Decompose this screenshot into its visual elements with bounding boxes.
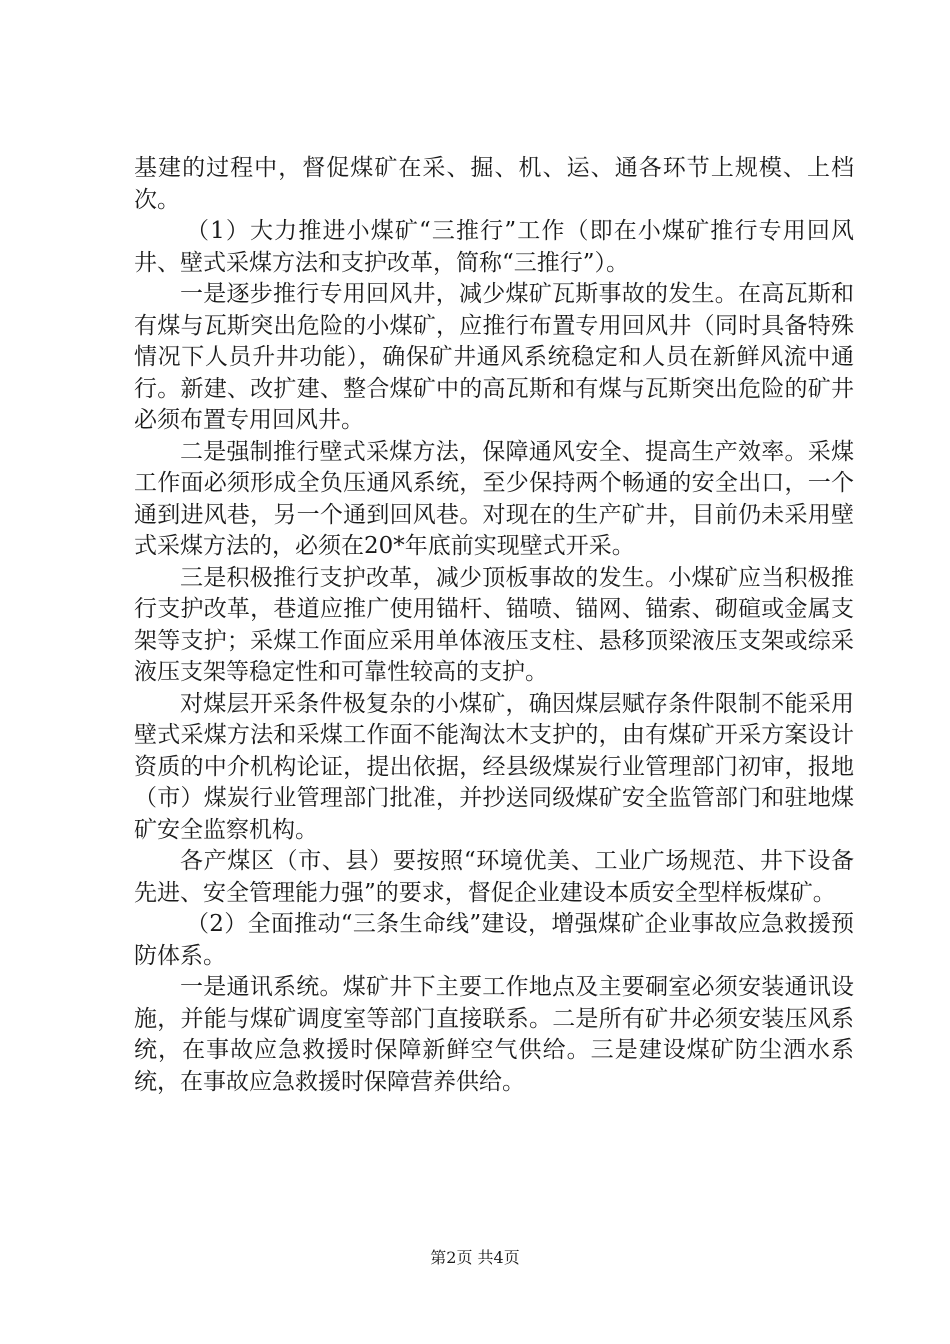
paragraph-section-1-heading: （1）大力推进小煤矿“三推行”工作（即在小煤矿推行专用回风井、壁式采煤方法和支护改革，简称“三推行”）。 — [134, 218, 854, 276]
paragraph-lifelines: 一是通讯系统。煤矿井下主要工作地点及主要硐室必须安装通讯设施，并能与煤矿调度室等部门直接联系。二是所有矿井必须安装压风系统，在事故应急救援时保障新鲜空气供给。三是建设煤矿防尘洒水系统，在事故应急救援时保障营养供给。 — [134, 974, 854, 1095]
paragraph-section-2-heading: （2）全面推动“三条生命线”建设，增强煤矿企业事故应急救援预防体系。 — [134, 911, 854, 969]
page-footer — [0, 1245, 950, 1268]
paragraph-continuation: 基建的过程中，督促煤矿在采、掘、机、运、通各环节上规模、上档次。 — [134, 155, 854, 213]
document-body — [134, 153, 854, 1098]
paragraph-model-mines: 各产煤区（市、县）要按照“环境优美、工业广场规范、井下设备先进、安全管理能力强”的要求，督促企业建设本质安全型样板煤矿。 — [134, 848, 854, 906]
paragraph-support-reform: 三是积极推行支护改革，减少顶板事故的发生。小煤矿应当积极推行支护改革，巷道应推广使用锚杆、锚喷、锚网、锚索、砌碹或金属支架等支护；采煤工作面应采用单体液压支柱、悬移顶梁液压支架或综采液压支架等稳定性和可靠性较高的支护。 — [134, 564, 854, 685]
paragraph-return-airshaft: 一是逐步推行专用回风井，减少煤矿瓦斯事故的发生。在高瓦斯和有煤与瓦斯突出危险的小煤矿，应推行布置专用回风井（同时具备特殊情况下人员升井功能），确保矿井通风系统稳定和人员在新鲜风流中通行。新建、改扩建、整合煤矿中的高瓦斯和有煤与瓦斯突出危险的矿井必须布置专用回风井。 — [134, 281, 854, 433]
page-number-label: 第2页 共4页 — [430, 1248, 520, 1267]
paragraph-complex-conditions: 对煤层开采条件极复杂的小煤矿，确因煤层赋存条件限制不能采用壁式采煤方法和采煤工作面不能淘汰木支护的，由有煤矿开采方案设计资质的中介机构论证，提出依据，经县级煤炭行业管理部门初审，报地（市）煤炭行业管理部门批准，并抄送同级煤矿安全监管部门和驻地煤矿安全监察机构。 — [134, 690, 854, 843]
paragraph-wall-mining: 二是强制推行壁式采煤方法，保障通风安全、提高生产效率。采煤工作面必须形成全负压通风系统，至少保持两个畅通的安全出口，一个通到进风巷，另一个通到回风巷。对现在的生产矿井，目前仍未采用壁式采煤方法的，必须在20*年底前实现壁式开采。 — [134, 438, 854, 559]
